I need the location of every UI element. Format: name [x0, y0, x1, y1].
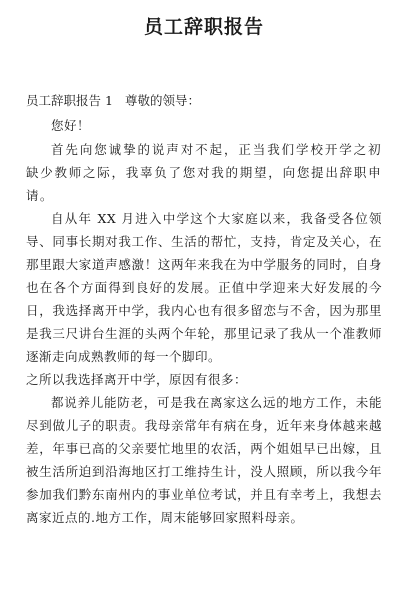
document-subtitle: 员工辞职报告 1	[26, 93, 113, 108]
family-reason-paragraph: 都说养儿能防老，可是我在离家这么远的地方工作，未能尽到做儿子的职责。我母亲常年有病在身，近年来身体越来越差，年事已高的父亲要忙地里的农活，两个姐姐早已出嫁，且被生活所迫到沿海地区打工维持生计，没人照顾，所以我今年参加我们黔东南州内的事业单位考试，并且有幸考上，我想去离家近点的.地方工作，周末能够回家照料母亲。	[26, 395, 382, 525]
greeting-paragraph: 您好！	[51, 118, 91, 133]
gratitude-paragraph: 自从年 XX 月进入中学这个大家庭以来，我备受各位领导、同事长期对我工作、生活的帮忙，支持，肯定及关心，在那里跟大家道声感激！这两年来我在为中学服务的同时，自身也在各个方面得到良好的发展。正值中学迎来大好发展的今日，我选择离开中学，我内心也有很多留恋与不舍，因为那里是我三尺讲台生涯的头两个年轮，那里记录了我从一个准教师逐渐走向成熟教师的每一个脚印。	[26, 211, 382, 364]
reasons-intro-paragraph: 之所以我选择离开中学，原因有很多：	[26, 372, 248, 387]
document-title: 员工辞职报告	[143, 16, 264, 38]
salutation: 尊敬的领导：	[124, 93, 200, 108]
apology-paragraph: 首先向您诚挚的说声对不起，正当我们学校开学之初缺少教师之际，我辜负了您对我的期望，向您提出辞职申请。	[26, 142, 382, 203]
salutation-line	[26, 88, 382, 113]
title-spacing	[26, 44, 382, 88]
